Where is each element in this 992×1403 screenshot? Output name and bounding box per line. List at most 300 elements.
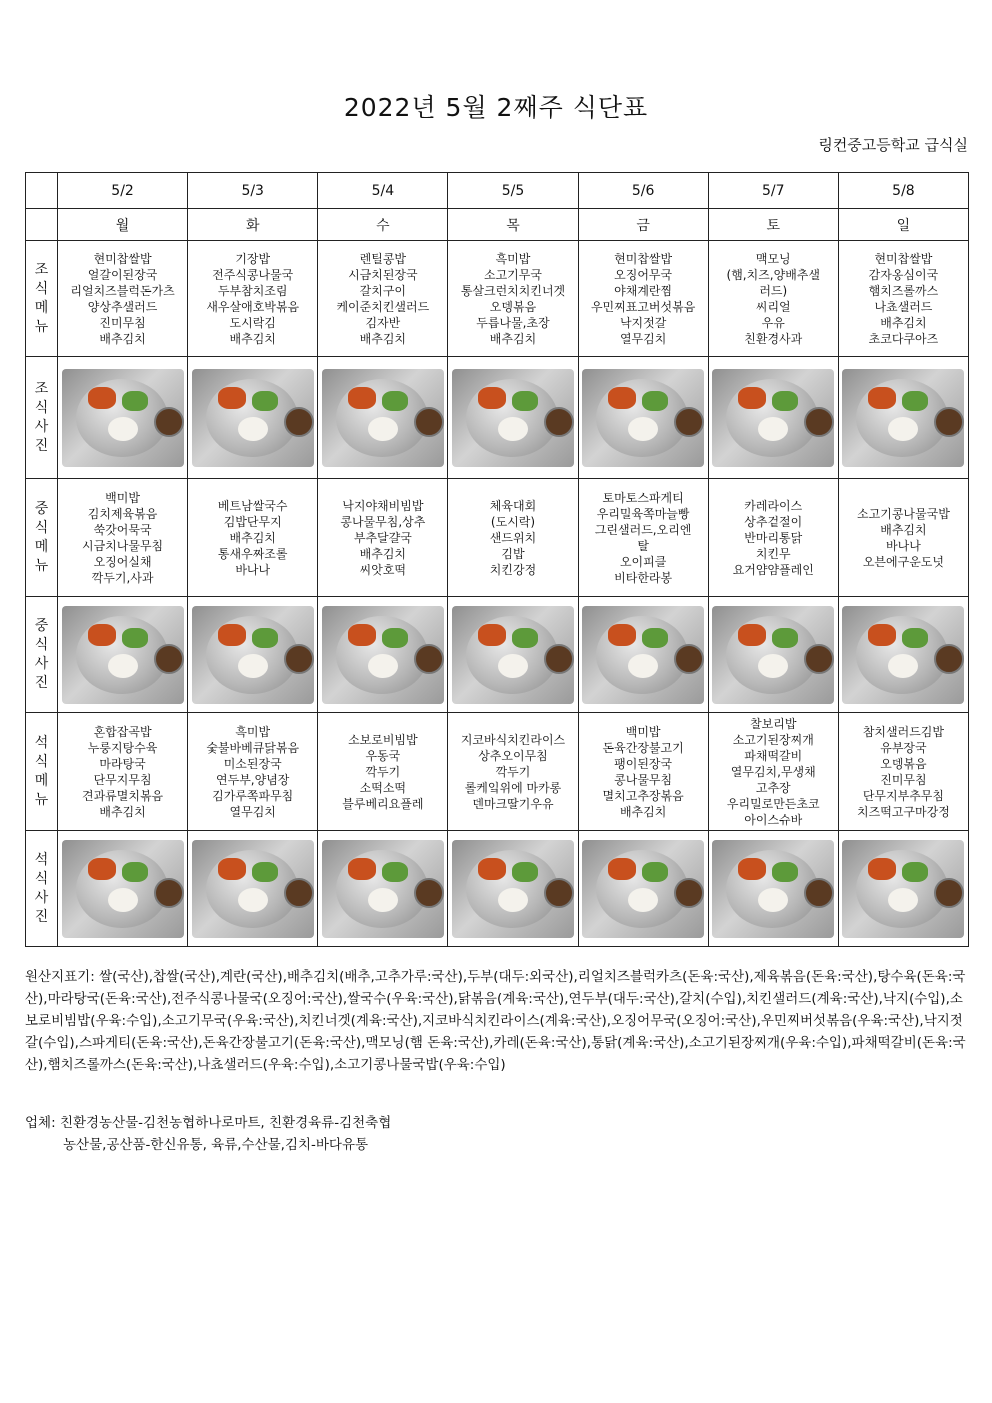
meal-photo [452, 606, 574, 704]
photo-food2 [642, 628, 668, 648]
menu-item: 돈육간장불고기 [602, 740, 684, 755]
menu-item: 바나나 [235, 562, 271, 577]
row-label-char: 메 [34, 772, 49, 789]
meal-photo [322, 369, 444, 467]
meal-photo [322, 606, 444, 704]
menu-item: 연두부,양념장 [216, 772, 290, 787]
photo-food1 [478, 624, 506, 646]
row-label [26, 241, 58, 357]
menu-item: 현미찹쌀밥 [93, 251, 152, 266]
menu-cell [578, 713, 708, 831]
menu-item: 팽이된장국 [614, 756, 673, 771]
photo-soup [674, 878, 704, 908]
origin-text: 쌀(국산),찹쌀(국산),계란(국산),배추김치(배추,고추가루:국산),두부(대두:외국산),리얼치즈블럭카츠(돈육:국산),제육볶음(돈육:국산),탕수육(돈육:국산),마라탕국(돈육:국산),전주식콩나물국(오징어:국산),쌀국수(우육:국산),닭볶음(계육:국산),연두부(대두:국산),갈치(수입),치킨샐러드(계육:국산),낙지(수입),소보로비빔밥(우육:수입),소고기무국(우육:국산),치킨너겟(계육:국산),지코바식치킨라이스(계육:국산),오징어무국(오징어:국산),우민찌버섯볶음(우육:국산),낙지젓갈(수입),스파게티(돈육:국산),돈육간장불고기(돈육:국산),맥모닝(햄 돈육:국산),카레(돈육:국산),통닭(계육:국산),소고기된장찌개(우육:수입),파채떡갈비(돈육:국산),햄치즈롤까스(돈육:국산),나쵸샐러드(우육:수입),소고기콩나물국밥(우육:수입) [25, 969, 966, 1073]
menu-item: 나쵸샐러드 [874, 299, 933, 314]
weekday-cell: 목 [448, 209, 578, 241]
menu-item: 전주식콩나물국 [212, 267, 294, 282]
menu-item: 배추김치 [619, 804, 667, 819]
photo-food2 [252, 391, 278, 411]
photo-rice [888, 888, 918, 912]
menu-item: 탈 [637, 538, 649, 553]
origin-notes [25, 966, 969, 1076]
photo-cell [58, 597, 188, 713]
photo-food1 [478, 387, 506, 409]
menu-cell [58, 479, 188, 597]
photo-food1 [868, 624, 896, 646]
photo-cell [318, 357, 448, 479]
menu-item: 배추김치 [880, 315, 927, 330]
photo-rice [368, 888, 398, 912]
photo-food2 [122, 628, 148, 648]
menu-item: 콩나물무침,상추 [340, 514, 426, 529]
weekday-row [26, 209, 969, 241]
photo-soup [674, 644, 704, 674]
menu-item: 블루베리요플레 [342, 796, 424, 811]
photo-rice [888, 654, 918, 678]
photo-food2 [902, 628, 928, 648]
photo-cell [838, 357, 968, 479]
menu-item: 미소된장국 [223, 756, 282, 771]
photo-cell [318, 597, 448, 713]
menu-item: 상추오이무침 [478, 748, 548, 763]
photo-cell [188, 831, 318, 947]
photo-cell [708, 831, 838, 947]
photo-cell [318, 831, 448, 947]
photo-food2 [642, 862, 668, 882]
menu-item: 배추김치 [99, 804, 146, 819]
menu-item: 체육대회 [489, 498, 537, 513]
meal-photo [842, 606, 964, 704]
row-label-char: 사 [34, 418, 49, 435]
menu-item: 양상추샐러드 [87, 299, 158, 314]
photo-food1 [348, 387, 376, 409]
supplier-label: 업체: [25, 1115, 56, 1131]
photo-cell [838, 597, 968, 713]
date-cell: 5/6 [578, 173, 708, 209]
menu-item: 배추김치 [489, 331, 537, 346]
photo-food2 [902, 862, 928, 882]
menu-item: 통살크런치치킨너겟 [460, 283, 566, 298]
menu-item: 단무지부추무침 [862, 788, 944, 803]
meal-photo [322, 840, 444, 938]
menu-item: 오징어실채 [93, 554, 152, 569]
menu-item: 흑미밥 [235, 724, 271, 739]
menu-item: 열무김치 [619, 331, 667, 346]
menu-item: 견과류멸치볶음 [81, 788, 164, 803]
meal-photo [192, 840, 314, 938]
photo-food2 [512, 628, 538, 648]
photo-food1 [348, 858, 376, 880]
date-cell: 5/7 [708, 173, 838, 209]
photo-food2 [382, 862, 408, 882]
menu-item: 오징어무국 [614, 267, 673, 282]
photo-food1 [478, 858, 506, 880]
photo-cell [578, 597, 708, 713]
menu-item: 진미무침 [99, 315, 146, 330]
menu-item: 깍두기,사과 [91, 570, 154, 585]
menu-cell [188, 479, 318, 597]
photo-food1 [348, 624, 376, 646]
photo-rice [628, 654, 658, 678]
row-label-char: 식 [34, 870, 49, 887]
row-label-char: 석 [34, 734, 49, 751]
photo-soup [804, 878, 834, 908]
supplier-line-2: 농산물,공산품-한신유통, 육류,수산물,김치-바다유통 [63, 1137, 369, 1153]
photo-food2 [512, 391, 538, 411]
photo-cell [58, 831, 188, 947]
menu-item: 숯불바베큐닭볶음 [206, 740, 300, 755]
row-label-char: 뉴 [34, 318, 49, 335]
menu-item: 치킨강정 [489, 562, 537, 577]
menu-item: 현미찹쌀밥 [614, 251, 673, 266]
lunch-menu-row [26, 479, 969, 597]
menu-item: 치즈떡고구마강정 [857, 804, 950, 819]
photo-food2 [122, 391, 148, 411]
menu-item: 치킨무 [755, 546, 791, 561]
row-label-char: 중 [34, 617, 49, 634]
row-label-char: 석 [34, 851, 49, 868]
photo-food1 [608, 387, 636, 409]
menu-item: 유부장국 [880, 740, 927, 755]
menu-item: 김가루쪽파무침 [212, 788, 294, 803]
photo-food1 [738, 387, 766, 409]
origin-label: 원산지표기: [25, 969, 95, 985]
supplier-info [25, 1112, 969, 1156]
date-row [26, 173, 969, 209]
weekday-cell: 토 [708, 209, 838, 241]
menu-cell [448, 241, 578, 357]
weekday-cell: 수 [318, 209, 448, 241]
menu-item: 멸치고추장볶음 [602, 788, 684, 803]
menu-item: 도시락김 [229, 315, 276, 330]
menu-item: 요거얌얌플레인 [732, 562, 814, 577]
meal-photo [712, 606, 834, 704]
row-label-char: 조 [34, 261, 49, 278]
menu-item: 롤케잌위에 마카롱 [464, 780, 562, 795]
menu-cell [448, 713, 578, 831]
menu-item: 우동국 [365, 748, 401, 763]
menu-item: 토마토스파게티 [602, 490, 684, 505]
row-label [26, 713, 58, 831]
menu-item: 두부참치조림 [217, 283, 288, 298]
photo-soup [284, 407, 314, 437]
menu-item: 배추김치 [99, 331, 146, 346]
photo-cell [708, 357, 838, 479]
menu-item: 깍두기 [495, 764, 531, 779]
menu-item: 상추겉절이 [744, 514, 803, 529]
menu-cell [318, 241, 448, 357]
row-label-char: 뉴 [34, 791, 49, 808]
photo-soup [414, 407, 444, 437]
meal-photo [192, 606, 314, 704]
menu-item: 깍두기 [365, 764, 401, 779]
meal-photo [582, 840, 704, 938]
menu-cell [318, 713, 448, 831]
menu-cell [188, 241, 318, 357]
meal-photo [842, 369, 964, 467]
menu-cell [708, 241, 838, 357]
photo-food1 [868, 858, 896, 880]
photo-food2 [772, 391, 798, 411]
menu-item: 햄치즈롤까스 [868, 283, 939, 298]
menu-item: 오뎅볶음 [880, 756, 927, 771]
meal-photo [62, 606, 184, 704]
photo-soup [674, 407, 704, 437]
photo-food1 [738, 858, 766, 880]
photo-food1 [868, 387, 896, 409]
row-label-char: 사 [34, 889, 49, 906]
corner-cell [26, 209, 58, 241]
menu-item: 카레라이스 [744, 498, 803, 513]
meal-photo [582, 369, 704, 467]
menu-item: 통새우짜조롤 [217, 546, 288, 561]
menu-item: 우유 [761, 315, 785, 330]
menu-item: 새우살애호박볶음 [206, 299, 300, 314]
menu-item: 감자옹심이국 [868, 267, 939, 282]
school-name: 링컨중고등학교 급식실 [818, 136, 968, 154]
menu-item: 쑥갓어묵국 [93, 522, 152, 537]
photo-rice [238, 417, 268, 441]
menu-item: 오븐에구운도넛 [862, 554, 944, 569]
photo-rice [108, 654, 138, 678]
photo-rice [498, 417, 528, 441]
row-label [26, 597, 58, 713]
menu-item: 초코다쿠아즈 [868, 331, 939, 346]
menu-item: 콩나물무침 [614, 772, 673, 787]
photo-soup [804, 407, 834, 437]
menu-cell [578, 479, 708, 597]
menu-item: 우리밀육쪽마늘빵 [596, 506, 690, 521]
photo-rice [498, 654, 528, 678]
menu-item: 렌틸콩밥 [359, 251, 407, 266]
menu-item: 소고기콩나물국밥 [857, 506, 950, 521]
photo-food1 [88, 624, 116, 646]
photo-food1 [608, 858, 636, 880]
menu-item: 배추김치 [880, 522, 927, 537]
row-label-char: 뉴 [34, 557, 49, 574]
corner-cell [26, 173, 58, 209]
row-label-char: 진 [34, 437, 49, 454]
photo-cell [578, 831, 708, 947]
menu-item: 그린샐러드,오리엔 [594, 522, 692, 537]
menu-item: 소보로비빔밥 [348, 732, 418, 747]
page-title: 2022년 5월 2째주 식단표 [343, 93, 649, 122]
menu-item: 마라탕국 [99, 756, 146, 771]
date-cell: 5/3 [188, 173, 318, 209]
menu-item: 케이준치킨샐러드 [336, 299, 430, 314]
menu-cell [708, 713, 838, 831]
meal-photo [712, 369, 834, 467]
menu-item: 참치샐러드김밥 [862, 724, 944, 739]
photo-soup [544, 878, 574, 908]
photo-soup [154, 878, 184, 908]
menu-item: 러드) [759, 283, 788, 298]
menu-item: 백미밥 [625, 724, 661, 739]
photo-cell [448, 831, 578, 947]
row-label [26, 479, 58, 597]
row-label-char: 진 [34, 908, 49, 925]
menu-item: 바나나 [886, 538, 921, 553]
photo-soup [154, 644, 184, 674]
meal-photo [712, 840, 834, 938]
photo-rice [758, 654, 788, 678]
menu-item: 시금치된장국 [348, 267, 418, 282]
photo-food2 [382, 628, 408, 648]
meal-photo [62, 840, 184, 938]
photo-cell [708, 597, 838, 713]
photo-rice [758, 417, 788, 441]
menu-item: 찰보리밥 [750, 716, 797, 731]
date-cell: 5/5 [448, 173, 578, 209]
menu-item: 낙지야채비빔밥 [342, 498, 424, 513]
menu-item: 소고기무국 [484, 267, 542, 282]
row-label-char: 메 [34, 299, 49, 316]
menu-item: 고추장 [755, 780, 791, 795]
menu-item: 야채계란찜 [614, 283, 673, 298]
menu-item: 씨앗호떡 [359, 562, 407, 577]
menu-cell [708, 479, 838, 597]
row-label-char: 중 [34, 500, 49, 517]
row-label-char: 식 [34, 399, 49, 416]
menu-item: 현미찹쌀밥 [874, 251, 933, 266]
menu-item: 비타한라봉 [614, 570, 673, 585]
photo-food1 [218, 858, 246, 880]
meal-photo [842, 840, 964, 938]
photo-food2 [252, 628, 278, 648]
menu-item: 백미밥 [105, 490, 140, 505]
menu-item: 지코바식치킨라이스 [460, 732, 566, 747]
menu-item: 배추김치 [359, 546, 407, 561]
breakfast-photo-row [26, 357, 969, 479]
menu-item: 덴마크딸기우유 [472, 796, 554, 811]
menu-item: 김치제육볶음 [87, 506, 158, 521]
menu-item: (도시락) [490, 514, 536, 529]
menu-cell [838, 713, 968, 831]
photo-rice [888, 417, 918, 441]
menu-item: 진미무침 [880, 772, 927, 787]
photo-soup [934, 878, 964, 908]
photo-food1 [218, 624, 246, 646]
menu-cell [318, 479, 448, 597]
photo-soup [284, 878, 314, 908]
meal-photo [452, 369, 574, 467]
menu-item: 우민찌표고버섯볶음 [590, 299, 696, 314]
menu-item: 얼갈이된장국 [87, 267, 158, 282]
menu-item: 배추김치 [229, 530, 276, 545]
menu-item: 베트남쌀국수 [217, 498, 288, 513]
menu-item: 소고기된장찌개 [732, 732, 814, 747]
supplier-line-1: 친환경농산물-김천농협하나로마트, 친환경육류-김천축협 [59, 1115, 392, 1131]
meal-photo [62, 369, 184, 467]
weekday-cell: 일 [838, 209, 968, 241]
menu-item: 열무김치 [229, 804, 276, 819]
photo-cell [448, 357, 578, 479]
photo-rice [368, 654, 398, 678]
menu-cell [188, 713, 318, 831]
menu-item: (햄,치즈,양배추샐 [726, 267, 820, 282]
menu-item: 혼합잡곡밥 [93, 724, 152, 739]
meal-photo [582, 606, 704, 704]
menu-item: 친환경사과 [744, 331, 803, 346]
photo-soup [544, 644, 574, 674]
menu-item: 낙지젓갈 [619, 315, 667, 330]
photo-rice [238, 654, 268, 678]
menu-item: 부추달걀국 [353, 530, 412, 545]
menu-item: 배추김치 [359, 331, 407, 346]
dinner-menu-row [26, 713, 969, 831]
menu-item: 김밥 [501, 546, 525, 561]
menu-item: 시금치나물무침 [81, 538, 164, 553]
photo-food1 [738, 624, 766, 646]
menu-item: 오뎅볶음 [489, 299, 537, 314]
photo-cell [188, 357, 318, 479]
menu-item: 김자반 [365, 315, 401, 330]
photo-food2 [252, 862, 278, 882]
date-cell: 5/4 [318, 173, 448, 209]
row-label-char: 진 [34, 674, 49, 691]
photo-rice [238, 888, 268, 912]
weekday-cell: 월 [58, 209, 188, 241]
menu-cell [578, 241, 708, 357]
photo-soup [414, 644, 444, 674]
menu-item: 샌드위치 [489, 530, 537, 545]
menu-item: 반마리통닭 [744, 530, 803, 545]
photo-soup [154, 407, 184, 437]
menu-item: 씨리얼 [755, 299, 791, 314]
photo-rice [498, 888, 528, 912]
photo-food1 [88, 387, 116, 409]
menu-item: 열무김치,무생채 [730, 764, 816, 779]
menu-item: 오이피클 [619, 554, 667, 569]
breakfast-menu-row [26, 241, 969, 357]
row-label-char: 조 [34, 380, 49, 397]
menu-cell [448, 479, 578, 597]
menu-cell [838, 479, 968, 597]
weekday-cell: 화 [188, 209, 318, 241]
menu-item: 아이스슈바 [744, 812, 803, 827]
menu-cell [58, 241, 188, 357]
photo-rice [758, 888, 788, 912]
menu-item: 흑미밥 [495, 251, 531, 266]
photo-soup [934, 407, 964, 437]
menu-item: 누룽지탕수육 [87, 740, 158, 755]
photo-food2 [642, 391, 668, 411]
menu-item: 김밥단무지 [223, 514, 282, 529]
photo-cell [58, 357, 188, 479]
photo-food1 [218, 387, 246, 409]
photo-soup [544, 407, 574, 437]
menu-item: 소떡소떡 [359, 780, 407, 795]
photo-soup [804, 644, 834, 674]
lunch-photo-row [26, 597, 969, 713]
photo-food2 [772, 862, 798, 882]
photo-cell [448, 597, 578, 713]
row-label-char: 사 [34, 655, 49, 672]
weekday-cell: 금 [578, 209, 708, 241]
menu-cell [838, 241, 968, 357]
photo-rice [368, 417, 398, 441]
date-cell: 5/2 [58, 173, 188, 209]
photo-soup [414, 878, 444, 908]
photo-food2 [902, 391, 928, 411]
dinner-photo-row [26, 831, 969, 947]
menu-item: 맥모닝 [755, 251, 791, 266]
menu-item: 두릅나물,초장 [476, 315, 550, 330]
photo-cell [188, 597, 318, 713]
photo-soup [284, 644, 314, 674]
menu-item: 파채떡갈비 [744, 748, 803, 763]
row-label-char: 식 [34, 753, 49, 770]
